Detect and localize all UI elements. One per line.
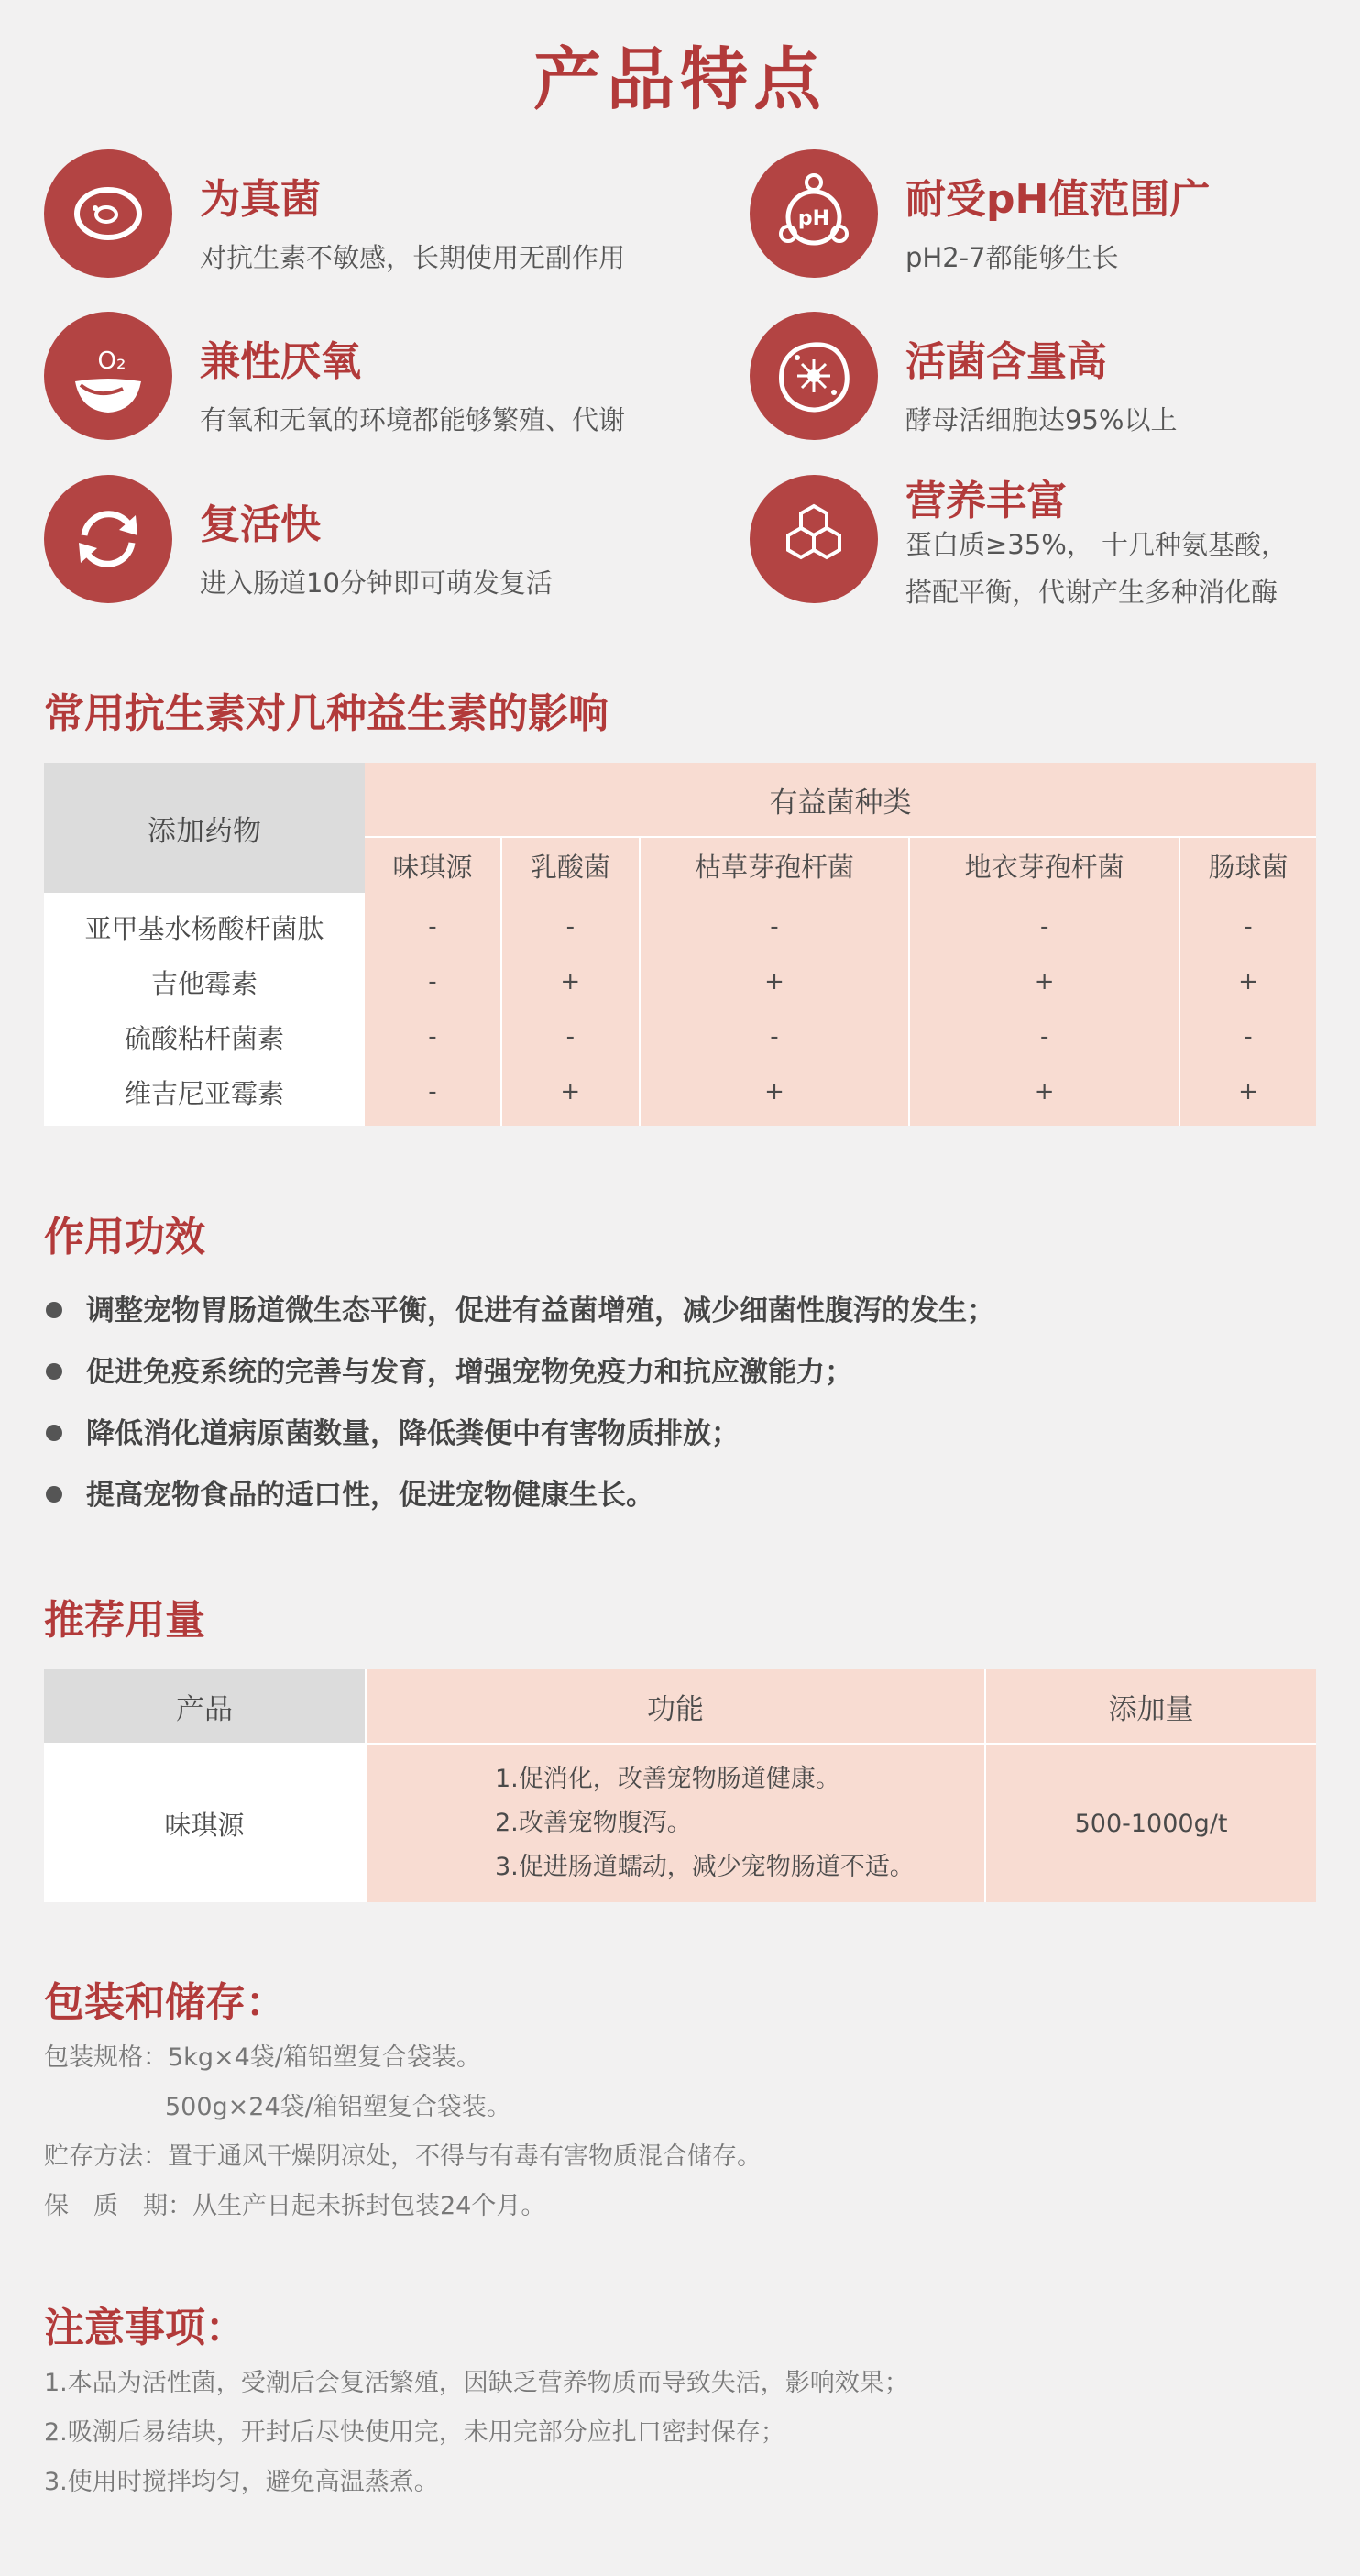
effect-text: 提高宠物食品的适口性，促进宠物健康生长。 — [86, 1479, 654, 1512]
table-cell: + — [501, 1064, 640, 1126]
drug-name: 硫酸粘杆菌素 — [44, 1009, 365, 1064]
ph-molecule-icon — [750, 149, 878, 278]
feature-anaerobic — [44, 312, 685, 449]
oxygen-icon-text: O₂ — [97, 347, 126, 375]
shelf-life: 保 质 期：从生产日起未拆封包装24个月。 — [44, 2192, 546, 2220]
table-cell: - — [501, 1009, 640, 1064]
feature-fungus — [44, 149, 685, 287]
dosage-section-title: 推荐用量 — [44, 1597, 205, 1644]
table-cell: - — [1179, 1009, 1316, 1064]
table-cell: + — [640, 1064, 910, 1126]
table-cell: + — [1179, 954, 1316, 1009]
feature-ph-range — [750, 149, 1360, 287]
feature-title: 兼性厌氧 — [200, 338, 361, 385]
table-row — [44, 893, 1316, 954]
column-header: 功能 — [366, 1669, 985, 1744]
list-item — [44, 1345, 1316, 1406]
feature-desc — [200, 396, 625, 444]
feature-title: 活菌含量高 — [905, 338, 1107, 385]
table-row — [44, 1009, 1316, 1064]
list-item — [44, 1406, 1316, 1468]
antibiotic-section-title: 常用抗生素对几种益生素的影响 — [44, 690, 609, 737]
table-cell: + — [909, 1064, 1179, 1126]
table-cell: - — [365, 893, 501, 954]
column-header: 枯草芽孢杆菌 — [640, 837, 910, 893]
table-row — [44, 954, 1316, 1009]
notes-section-title: 注意事项： — [44, 2305, 246, 2351]
function-line: 1.促消化，改善宠物肠道健康。 — [495, 1765, 840, 1793]
effect-text: 调整宠物胃肠道微生态平衡，促进有益菌增殖，减少细菌性腹泻的发生； — [86, 1294, 995, 1327]
feature-desc-line: 蛋白质≥35%， 十几种氨基酸， — [905, 529, 1288, 560]
ph-icon-text: pH — [797, 207, 830, 230]
table-row — [44, 1744, 1316, 1902]
table-cell: + — [909, 954, 1179, 1009]
refresh-icon — [44, 475, 172, 603]
note-line: 1.本品为活性菌，受潮后会复活繁殖，因缺乏营养物质而导致失活，影响效果； — [44, 2369, 909, 2397]
drug-name: 吉他霉素 — [44, 954, 365, 1009]
bullet-icon — [46, 1486, 62, 1503]
feature-title: 耐受pH值范围广 — [905, 176, 1211, 223]
function-line: 3.促进肠道蠕动，减少宠物肠道不适。 — [495, 1853, 915, 1881]
feature-desc — [200, 559, 553, 607]
table-cell: - — [501, 893, 640, 954]
dosage-table — [44, 1669, 1316, 1902]
table-cell: - — [640, 893, 910, 954]
drug-header: 添加药物 — [44, 763, 365, 893]
feature-desc-line: 对抗生素不敏感，长期使用无副作用 — [200, 242, 626, 273]
bullet-icon — [46, 1363, 62, 1380]
column-header: 乳酸菌 — [501, 837, 640, 893]
group-header: 有益菌种类 — [365, 763, 1316, 837]
column-header: 产品 — [44, 1669, 366, 1744]
antibiotic-table — [44, 763, 1316, 1126]
column-header: 地衣芽孢杆菌 — [909, 837, 1179, 893]
packaging-section-title: 包装和储存： — [44, 1979, 286, 2026]
feature-nutrition — [750, 475, 1360, 622]
feature-title: 复活快 — [200, 501, 321, 548]
feature-desc — [905, 521, 1288, 616]
column-header: 肠球菌 — [1179, 837, 1316, 893]
bullet-icon — [46, 1425, 62, 1441]
cell-icon — [44, 149, 172, 278]
list-item — [44, 1283, 1316, 1345]
bullet-icon — [46, 1302, 62, 1318]
table-cell: - — [640, 1009, 910, 1064]
feature-title: 营养丰富 — [905, 478, 1067, 524]
feature-desc — [905, 396, 1177, 444]
hexagon-molecule-icon — [750, 475, 878, 603]
feature-desc-line: 有氧和无氧的环境都能够繁殖、代谢 — [200, 404, 626, 435]
column-header: 添加量 — [985, 1669, 1316, 1744]
effect-text: 降低消化道病原菌数量，降低粪便中有害物质排放； — [86, 1417, 740, 1450]
list-item — [44, 1468, 1316, 1529]
table-cell: - — [365, 1009, 501, 1064]
effects-list — [44, 1283, 1316, 1529]
table-cell: + — [640, 954, 910, 1009]
storage-method: 贮存方法：置于通风干燥阴凉处，不得与有毒有害物质混合储存。 — [44, 2142, 762, 2171]
feature-desc — [200, 234, 625, 281]
table-cell: + — [1179, 1064, 1316, 1126]
feature-revive — [44, 475, 685, 612]
product-name: 味琪源 — [44, 1744, 366, 1902]
packaging-spec: 包装规格：5kg×4袋/箱铝塑复合袋装。 — [44, 2043, 481, 2072]
yeast-cell-icon — [750, 312, 878, 440]
table-row — [44, 1064, 1316, 1126]
dosage-amount: 500-1000g/t — [985, 1744, 1316, 1902]
feature-live-count — [750, 312, 1360, 449]
feature-desc-line: 进入肠道10分钟即可萌发复活 — [200, 567, 553, 599]
table-cell: - — [909, 1009, 1179, 1064]
effects-section-title: 作用功效 — [44, 1214, 205, 1260]
function-list — [366, 1744, 985, 1902]
effect-text: 促进免疫系统的完善与发育，增强宠物免疫力和抗应激能力； — [86, 1356, 853, 1389]
table-cell: - — [365, 1064, 501, 1126]
feature-desc-line: 搭配平衡，代谢产生多种消化酶 — [905, 577, 1278, 608]
column-header: 味琪源 — [365, 837, 501, 893]
function-line: 2.改善宠物腹泻。 — [495, 1809, 692, 1837]
drug-name: 维吉尼亚霉素 — [44, 1064, 365, 1126]
feature-title: 为真菌 — [200, 176, 321, 223]
feature-desc-line: pH2-7都能够生长 — [905, 242, 1119, 273]
oxygen-icon — [44, 312, 172, 440]
page-title: 产品特点 — [533, 40, 827, 119]
table-cell: + — [501, 954, 640, 1009]
note-line: 3.使用时搅拌均匀，避免高温蒸煮。 — [44, 2468, 439, 2496]
table-cell: - — [365, 954, 501, 1009]
table-cell: - — [1179, 893, 1316, 954]
note-line: 2.吸潮后易结块，开封后尽快使用完，未用完部分应扎口密封保存； — [44, 2418, 785, 2447]
table-cell: - — [909, 893, 1179, 954]
drug-name: 亚甲基水杨酸杆菌肽 — [44, 893, 365, 954]
feature-desc — [905, 234, 1119, 281]
packaging-spec-2: 500g×24袋/箱铝塑复合袋装。 — [165, 2093, 511, 2121]
feature-desc-line: 酵母活细胞达95%以上 — [905, 404, 1178, 435]
